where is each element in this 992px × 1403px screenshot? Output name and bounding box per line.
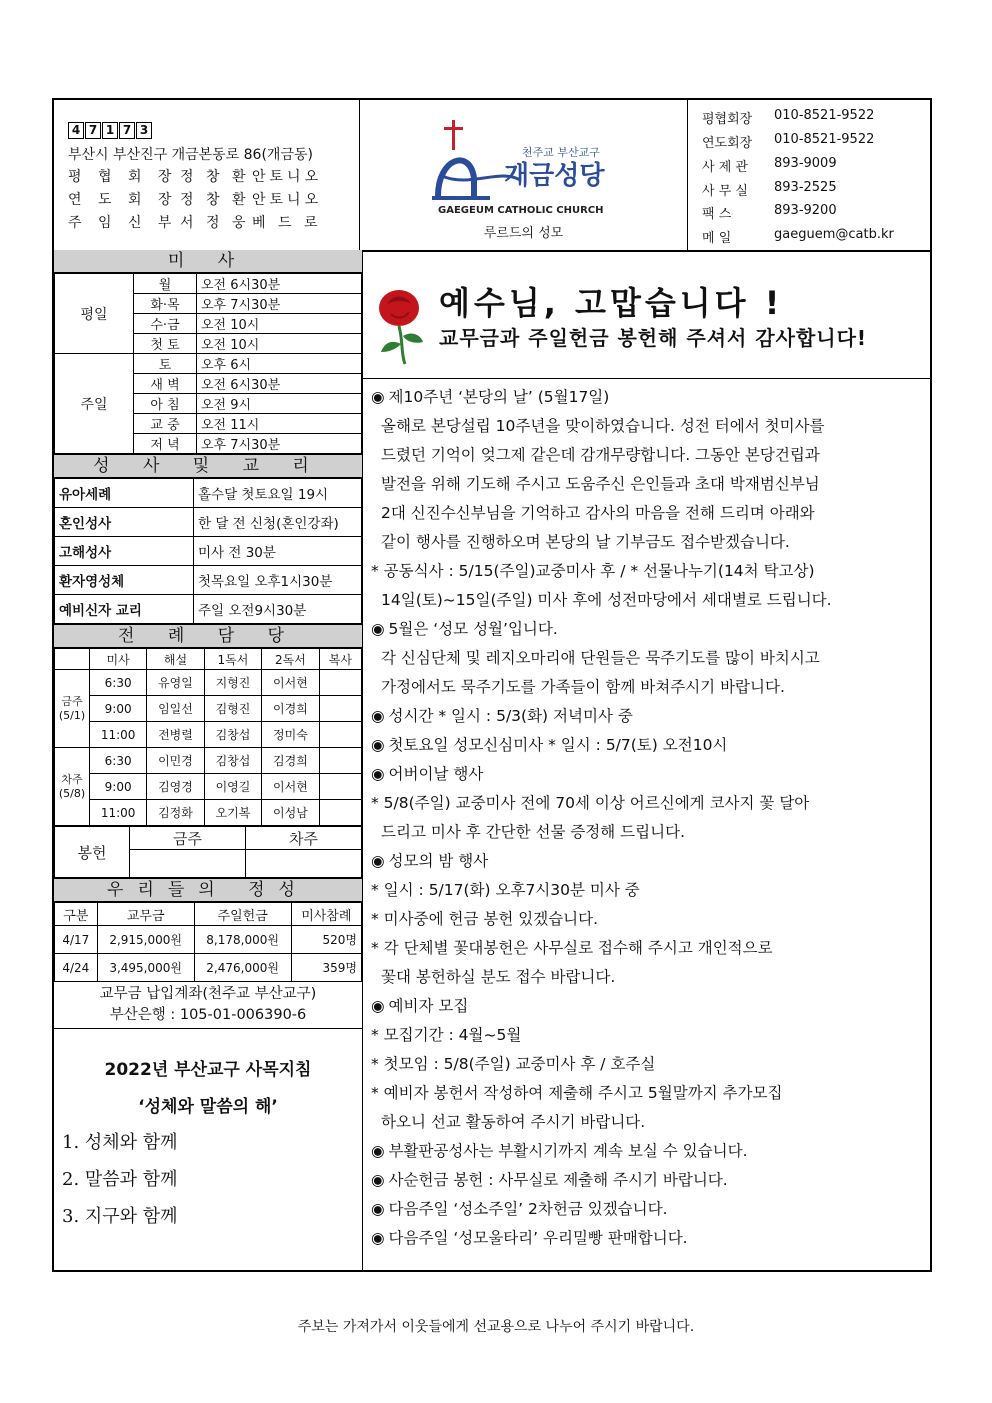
cell: 2,476,000원: [194, 954, 291, 982]
liturgy-table: [54, 648, 362, 826]
bulletin-frame: [52, 98, 932, 1272]
section-marker-icon: ◉: [371, 1142, 385, 1160]
announcement-line: [371, 528, 926, 557]
officer-name: 정 창 환: [180, 192, 250, 208]
announcement-line: [371, 470, 926, 499]
sacrament-value: 홀수달 첫토요일 19시: [194, 479, 362, 508]
contact-label: 평협회장: [702, 112, 753, 127]
sacrament-name: 예비신자 교리: [55, 595, 194, 624]
mass-day: 월: [134, 274, 197, 294]
sacrament-value: 한 달 전 신청(혼인강좌): [194, 508, 362, 537]
section-marker-icon: ◉: [371, 765, 385, 783]
contact-label: 팩 스: [702, 207, 732, 222]
divider: [363, 378, 930, 379]
table-row: [55, 926, 362, 954]
contact-email: gaeguem@catb.kr: [774, 227, 894, 242]
announcement-text: 올해로 본당설립 10주년을 맞이하였습니다. 성전 터에서 첫미사를: [381, 417, 825, 435]
announcement-text: 가정에서도 묵주기도를 가족들이 함께 바쳐주시기 바랍니다.: [381, 678, 785, 696]
postcode-digit: 3: [136, 122, 152, 139]
parish-logo-block: [360, 100, 688, 250]
footer-note: 주보는 가져가서 이웃들에게 선교용으로 나누어 주시기 바랍니다.: [297, 1319, 695, 1335]
guide-title: 2022년 부산교구 사목지침: [104, 1060, 312, 1080]
sacrament-name: 유아세례: [55, 479, 194, 508]
cell: 이서현: [262, 670, 319, 696]
contact-row: [702, 180, 837, 199]
announcement-line: [371, 412, 926, 441]
blank-cell: [55, 649, 90, 670]
mass-time: 오전 10시: [197, 314, 362, 334]
cell: [319, 722, 361, 748]
contact-row: [702, 203, 837, 222]
section-marker-icon: ◉: [371, 1229, 385, 1247]
announcement-line: [371, 1021, 926, 1050]
postcode-boxes: [68, 122, 152, 139]
table-row: [55, 274, 362, 294]
cell: 김창섭: [204, 748, 261, 774]
column-header: 복사: [319, 649, 361, 670]
table-header-row: [55, 649, 362, 670]
gifts-table: [54, 902, 362, 982]
table-row: [55, 696, 362, 722]
cell: 359명: [291, 954, 361, 982]
officer-name: 정 창 환: [180, 169, 250, 185]
section-marker-icon: ◉: [371, 1200, 385, 1218]
officer-name: 서 정 웅: [180, 215, 250, 231]
contact-row: [702, 227, 894, 246]
cell: 전병렬: [147, 722, 204, 748]
cell: 9:00: [90, 696, 147, 722]
announcement-text: * 미사중에 헌금 봉헌 있겠습니다.: [371, 910, 599, 928]
cell: [319, 696, 361, 722]
account-info: [54, 982, 362, 1029]
sacraments-table: [54, 478, 362, 624]
section-marker-icon: ◉: [371, 997, 385, 1015]
announcement-line: [371, 499, 926, 528]
table-header-row: [55, 903, 362, 926]
table-row: [55, 595, 362, 624]
contact-label: 사 제 관: [702, 160, 748, 175]
cell: 11:00: [90, 722, 147, 748]
table-row: [55, 508, 362, 537]
headline: 예수님, 고맙습니다 !: [439, 284, 784, 322]
mass-time: 오전 9시: [197, 394, 362, 414]
announcement-text: * 각 단체별 꽃대봉헌은 사무실로 접수해 주시고 개인적으로: [371, 939, 773, 957]
mass-time: 오후 6시: [197, 354, 362, 374]
announcement-line: [371, 789, 926, 818]
announcement-heading: [371, 992, 926, 1021]
announcement-text: 다음주일 ‘성소주일’ 2차헌금 있겠습니다.: [388, 1200, 668, 1218]
sacrament-name: 환자영성체: [55, 566, 194, 595]
mass-time: 오전 10시: [197, 334, 362, 354]
announcement-line: [371, 586, 926, 615]
table-row: [55, 722, 362, 748]
announcement-text: * 모집기간 : 4월~5월: [371, 1026, 522, 1044]
mass-day: 토: [134, 354, 197, 374]
announcements: [371, 383, 926, 1253]
announcement-text: * 예비자 봉헌서 작성하여 제출해 주시고 5월말까지 추가모집: [371, 1084, 783, 1102]
guide-item: 2. 말씀과 함께: [62, 1169, 178, 1190]
announcement-heading: [371, 383, 926, 412]
cell: 4/17: [55, 926, 98, 954]
table-row: [55, 670, 362, 696]
announcement-text: 드리고 미사 후 간단한 선물 증정해 드립니다.: [381, 823, 686, 841]
cell: [319, 774, 361, 800]
announcement-heading: [371, 1166, 926, 1195]
cell: 3,495,000원: [97, 954, 194, 982]
officer-role: 주 임 신 부: [68, 215, 178, 231]
announcement-line: [371, 557, 926, 586]
column-header: 구분: [55, 903, 98, 926]
table-row: [55, 774, 362, 800]
column-header: 미사참례: [291, 903, 361, 926]
contact-row: [702, 108, 874, 127]
cell: 김경희: [262, 748, 319, 774]
announcement-text: 5월은 ‘성모 성월’입니다.: [388, 620, 558, 638]
mass-time: 오전 6시30분: [197, 274, 362, 294]
announcement-text: 각 신심단체 및 레지오마리애 단원들은 묵주기도를 많이 바치시고: [381, 649, 820, 667]
sacrament-name: 혼인성사: [55, 508, 194, 537]
officer-row: [68, 212, 321, 232]
section-marker-icon: ◉: [371, 852, 385, 870]
sacrament-value: 주일 오전9시30분: [194, 595, 362, 624]
announcement-text: 첫토요일 성모신심미사 * 일시 : 5/7(토) 오전10시: [388, 736, 728, 754]
blank-cell: [246, 850, 362, 878]
mass-time: 오후 7시30분: [197, 294, 362, 314]
patron-name: 루르드의 성모: [483, 226, 564, 241]
officer-baptism: 안토니오: [252, 192, 323, 208]
contact-value: 010-8521-9522: [774, 132, 875, 147]
table-row: [55, 954, 362, 982]
address: 부산시 부산진구 개금본동로 86(개금동): [68, 147, 313, 163]
weekday-label: 평일: [55, 274, 134, 354]
announcement-text: * 5/8(주일) 교중미사 전에 70세 이상 어르신에게 코사지 꽃 달아: [371, 794, 810, 812]
cell: [319, 800, 361, 826]
postcode-digit: 1: [102, 122, 118, 139]
table-row: [55, 800, 362, 826]
cell: 김창섭: [204, 722, 261, 748]
announcement-text: * 첫모임 : 5/8(주일) 교중미사 후 / 호주실: [371, 1055, 656, 1073]
cell: 오기복: [204, 800, 261, 826]
guide-subtitle: ‘성체와 말씀의 해’: [138, 1097, 278, 1117]
announcement-heading: [371, 702, 926, 731]
mass-time: 오전 11시: [197, 414, 362, 434]
table-row: [55, 354, 362, 374]
announcement-text: 하오니 선교 활동하여 주시기 바랍니다.: [381, 1113, 646, 1131]
logo-name: 개금성당: [504, 161, 605, 191]
announcement-line: [371, 1050, 926, 1079]
contact-value: 010-8521-9522: [774, 108, 875, 123]
mass-title: 미 사: [54, 250, 362, 273]
postcode-digit: 7: [119, 122, 135, 139]
section-marker-icon: ◉: [371, 1171, 385, 1189]
announcement-line: [371, 1079, 926, 1108]
section-marker-icon: ◉: [371, 736, 385, 754]
logo-diocese: 천주교 부산교구: [522, 146, 600, 159]
contact-value: 893-2525: [774, 180, 837, 195]
announcement-text: 14일(토)~15일(주일) 미사 후에 성전마당에서 세대별로 드립니다.: [381, 591, 832, 609]
officer-role: 평 협 회 장: [68, 169, 178, 185]
this-week-label: 금주 (5/1): [55, 670, 90, 748]
announcement-text: * 일시 : 5/17(화) 오후7시30분 미사 중: [371, 881, 640, 899]
right-column: [363, 250, 930, 1272]
table-row: [55, 479, 362, 508]
mass-day: 화·목: [134, 294, 197, 314]
officer-baptism: 베 드 로: [252, 215, 322, 231]
announcement-text: 예비자 모집: [388, 997, 469, 1015]
cell: [319, 748, 361, 774]
announcement-text: 어버이날 행사: [388, 765, 484, 783]
announcement-line: [371, 818, 926, 847]
cell: 8,178,000원: [194, 926, 291, 954]
section-marker-icon: ◉: [371, 620, 385, 638]
announcement-line: [371, 1108, 926, 1137]
contact-row: [702, 156, 837, 175]
announcement-heading: [371, 1137, 926, 1166]
announcement-text: 2대 신진수신부님을 기억하고 감사의 마음을 전해 드리며 아래와: [381, 504, 815, 522]
column-header: 주일헌금: [194, 903, 291, 926]
announcement-text: 성시간 * 일시 : 5/3(화) 저녁미사 중: [388, 707, 633, 725]
cell: 김정화: [147, 800, 204, 826]
announcement-text: 다음주일 ‘성모울타리’ 우리밀빵 판매합니다.: [388, 1229, 688, 1247]
rose-icon: [369, 286, 429, 366]
cell: 이성남: [262, 800, 319, 826]
announcement-text: 성모의 밤 행사: [388, 852, 489, 870]
bulletin-header: [54, 100, 930, 252]
contact-row: [702, 132, 874, 151]
column-header: 1독서: [204, 649, 261, 670]
announcement-text: 꽃대 봉헌하실 분도 접수 바랍니다.: [381, 968, 616, 986]
cell: 임일선: [147, 696, 204, 722]
cell: 유영일: [147, 670, 204, 696]
mass-day: 아 침: [134, 394, 197, 414]
offering-label: 봉헌: [55, 827, 130, 878]
offering-this: 금주: [130, 827, 246, 850]
column-header: 미사: [90, 649, 147, 670]
parish-info: [54, 100, 360, 250]
officer-row: [68, 189, 322, 209]
announcement-line: [371, 644, 926, 673]
sacrament-name: 고해성사: [55, 537, 194, 566]
cell: 11:00: [90, 800, 147, 826]
logo-english: GAEGEUM CATHOLIC CHURCH: [438, 205, 604, 216]
announcement-heading: [371, 847, 926, 876]
mass-day: 새 벽: [134, 374, 197, 394]
left-column: [54, 250, 363, 1272]
contact-list: [688, 100, 930, 250]
column-header: 2독서: [262, 649, 319, 670]
section-marker-icon: ◉: [371, 707, 385, 725]
account-line: 부산은행 : 105-01-006390-6: [109, 1007, 307, 1023]
contact-label: 연도회장: [702, 136, 753, 151]
liturgy-title: 전 례 담 당: [54, 624, 362, 648]
cell: [319, 670, 361, 696]
contact-label: 메 일: [702, 231, 732, 246]
column-header: 해설: [147, 649, 204, 670]
cell: 2,915,000원: [97, 926, 194, 954]
mass-day: 저 녁: [134, 434, 197, 454]
cell: 이경희: [262, 696, 319, 722]
section-marker-icon: ◉: [371, 388, 385, 406]
officer-baptism: 안토니오: [252, 169, 323, 185]
cell: 520명: [291, 926, 361, 954]
announcement-heading: [371, 760, 926, 789]
postcode-digit: 4: [68, 122, 84, 139]
guide-item: 1. 성체와 함께: [62, 1132, 178, 1153]
cell: 6:30: [90, 670, 147, 696]
contact-label: 사 무 실: [702, 184, 748, 199]
cell: 이영길: [204, 774, 261, 800]
announcement-heading: [371, 615, 926, 644]
mass-schedule-table: [54, 273, 362, 454]
cell: 6:30: [90, 748, 147, 774]
cell: 지형진: [204, 670, 261, 696]
church-logo-icon: [430, 118, 620, 218]
blank-cell: [130, 850, 246, 878]
officer-row: [68, 166, 322, 186]
table-row: [55, 748, 362, 774]
account-line: 교무금 납입계좌(천주교 부산교구): [99, 986, 317, 1002]
announcement-line: [371, 441, 926, 470]
contact-value: 893-9009: [774, 156, 837, 171]
gifts-title: 우리들의 정성: [54, 878, 362, 902]
sacraments-title: 성 사 및 교 리: [54, 454, 362, 478]
table-row: [55, 827, 362, 850]
announcement-text: * 공동식사 : 5/15(주일)교중미사 후 / * 선물나누기(14처 탁고상): [371, 562, 815, 580]
mass-time: 오전 6시30분: [197, 374, 362, 394]
cell: 4/24: [55, 954, 98, 982]
announcement-text: 사순헌금 봉헌 : 사무실로 제출해 주시기 바랍니다.: [388, 1171, 728, 1189]
announcement-text: 제10주년 ‘본당의 날’ (5월17일): [388, 388, 610, 406]
offering-table: [54, 826, 362, 878]
sacrament-value: 미사 전 30분: [194, 537, 362, 566]
announcement-line: [371, 934, 926, 963]
announcement-line: [371, 673, 926, 702]
subheadline: 교무금과 주일헌금 봉헌해 주셔서 감사합니다!: [439, 326, 868, 350]
mass-day: 수·금: [134, 314, 197, 334]
guide-item: 3. 지구와 함께: [62, 1206, 178, 1227]
announcement-text: 부활판공성사는 부활시기까지 계속 보실 수 있습니다.: [388, 1142, 748, 1160]
offering-next: 차주: [246, 827, 362, 850]
announcement-text: 드렸던 기억이 엊그제 같은데 감개무량합니다. 그동안 본당건립과: [381, 446, 820, 464]
cell: 이서현: [262, 774, 319, 800]
cell: 김형진: [204, 696, 261, 722]
announcement-line: [371, 905, 926, 934]
column-header: 교무금: [97, 903, 194, 926]
contact-value: 893-9200: [774, 203, 837, 218]
mass-day: 첫 토: [134, 334, 197, 354]
announcement-heading: [371, 731, 926, 760]
cell: 이민경: [147, 748, 204, 774]
next-week-label: 차주 (5/8): [55, 748, 90, 826]
officer-role: 연 도 회 장: [68, 192, 178, 208]
announcement-text: 발전을 위해 기도해 주시고 도움주신 은인들과 초대 박재범신부님: [381, 475, 820, 493]
table-row: [55, 566, 362, 595]
sacrament-value: 첫목요일 오후1시30분: [194, 566, 362, 595]
table-row: [55, 537, 362, 566]
sunday-label: 주일: [55, 354, 134, 454]
postcode-digit: 7: [85, 122, 101, 139]
announcement-line: [371, 876, 926, 905]
announcement-heading: [371, 1224, 926, 1253]
announcement-line: [371, 963, 926, 992]
cell: 정미숙: [262, 722, 319, 748]
announcement-heading: [371, 1195, 926, 1224]
cell: 9:00: [90, 774, 147, 800]
announcement-text: 같이 행사를 진행하오며 본당의 날 기부금도 접수받겠습니다.: [381, 533, 790, 551]
mass-time: 오후 7시30분: [197, 434, 362, 454]
cell: 김영경: [147, 774, 204, 800]
mass-day: 교 중: [134, 414, 197, 434]
